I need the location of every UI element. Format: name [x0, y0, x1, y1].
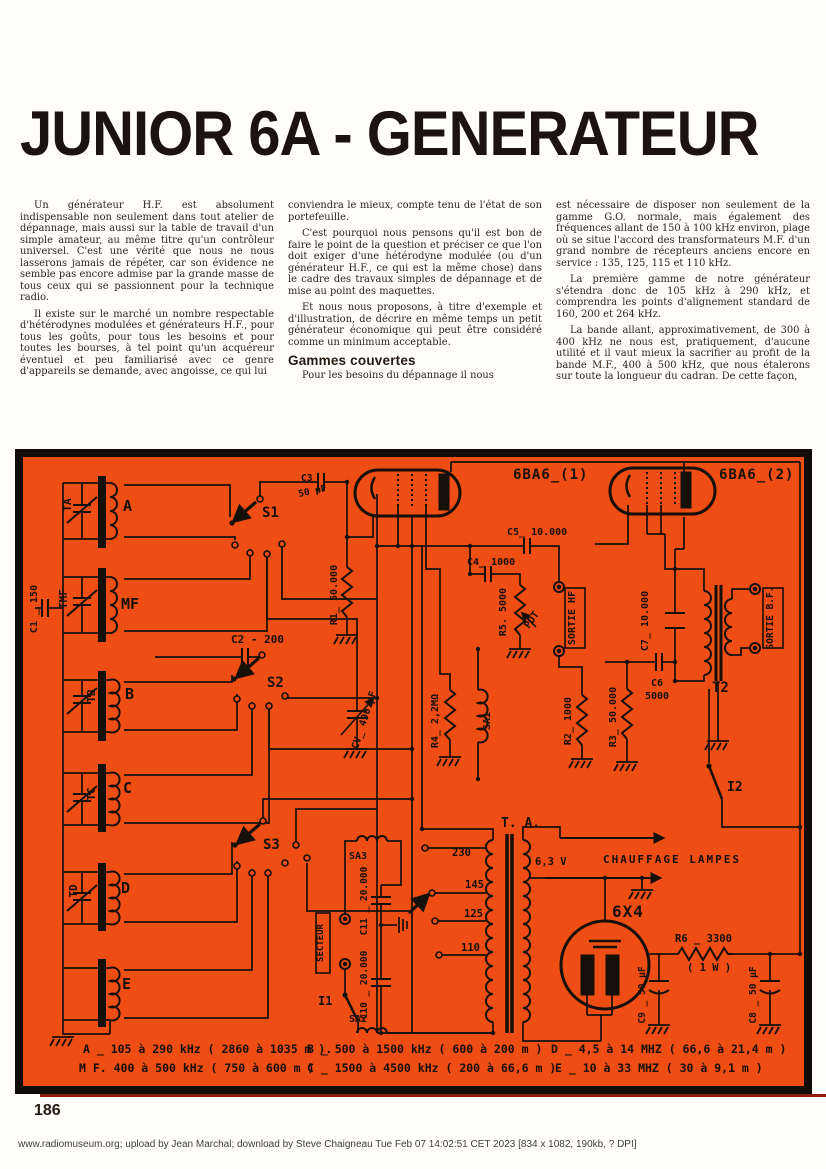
schematic-label: SORTIE B.F.: [765, 586, 776, 650]
schematic-label: C10 _ 20.000: [359, 950, 370, 1020]
schematic-label: S3: [263, 837, 280, 853]
schematic-label: C6: [651, 678, 664, 689]
schematic-label: B _ 500 à 1500 kHz ( 600 à 200 m ): [307, 1042, 543, 1056]
schematic-label: I1: [318, 994, 333, 1008]
schematic-label: R1_ 50.000: [329, 564, 340, 626]
paragraph: Il existe sur le marché un nombre respectable d'hétérodynes modulées et générateurs H.F., pour tous les goûts, pour tous les besoins et pour toutes les bourses, à tel point qu'un acquéreur éventuel et peu familiarisé avec ce genre d'appareils se demande, avec angoisse, ce qui lui: [20, 308, 274, 377]
schematic-label: E: [122, 975, 132, 993]
schematic-label: A: [123, 497, 133, 515]
schematic-label: SORTIE HF: [567, 590, 578, 646]
schematic-label: TD: [67, 884, 80, 898]
schematic-label: TB: [85, 689, 98, 703]
circuit-schematic: [15, 449, 812, 1094]
article-column-1: [20, 200, 274, 388]
schematic-label: S1: [262, 505, 279, 521]
schematic-figure: [15, 449, 812, 1094]
schematic-label: SA3: [349, 851, 368, 862]
schematic-label: R6 _ 3300: [675, 933, 732, 945]
schematic-label: C1 _ 150: [29, 584, 40, 634]
schematic-label: CHAUFFAGE LAMPES: [603, 853, 741, 866]
schematic-label: C9 _ 50 µF: [637, 966, 648, 1024]
schematic-label: 50 pF: [297, 483, 328, 500]
schematic-label: CV_ 490 pF: [350, 689, 380, 751]
schematic-label: ( 1 W ): [687, 962, 732, 974]
schematic-label: 145: [465, 879, 484, 891]
scan-edge-line: [40, 1094, 826, 1097]
paragraph: Un générateur H.F. est absolument indispensable non seulement dans tout atelier de dépannage, mais aussi sur la table de travail d'un simple amateur, au même titre qu'un contrôleur universel. C'est une vérité que nous ne nous lasserons jamais de répéter, car son évidence ne semble pas encore admise par la grande masse de tous ceux qui se passionnent pour la technique radio.: [20, 200, 274, 303]
schematic-label: C5_ 10.000: [507, 527, 568, 538]
page-title: JUNIOR 6A - GENERATEUR: [20, 99, 759, 170]
paragraph: Pour les besoins du dépannage il nous: [302, 369, 494, 381]
paragraph: Et nous nous proposons, à titre d'exemple et d'illustration, de décrire en même temps un petit générateur économique qui peut être considéré comme un minimum acceptable.: [288, 302, 542, 348]
paragraph: conviendra le mieux, compte tenu de l'état de son portefeuille.: [288, 200, 542, 223]
schematic-label: R2_ 1000: [563, 696, 574, 746]
schematic-label: M F. 400 à 500 kHz ( 750 à 600 m ): [79, 1061, 315, 1075]
article-column-2: [288, 200, 542, 388]
schematic-label: 6X4: [612, 902, 644, 921]
schematic-label: T2: [712, 680, 729, 696]
schematic-label: C7_ 10.000: [640, 590, 651, 652]
schematic-label: D _ 4,5 à 14 MHZ ( 66,6 à 21,4 m ): [551, 1042, 787, 1056]
scan-footer-text: www.radiomuseum.org; upload by Jean Marchal; download by Steve Chaigneau Tue Feb 07 14:02:51 CET 2023 [834 x 1082, 190kb, ? DPI]: [18, 1139, 637, 1150]
schematic-label: C4_ 1000: [467, 557, 516, 568]
schematic-label: R3_ 50.000: [608, 686, 619, 748]
paragraph: C'est pourquoi nous pensons qu'il est bon de faire le point de la question et préciser ce que l'on doit exiger d'une hétérodyne modulée (ou d'un générateur H.F., ce qui est la même chose) dans le cadre des travaux simples de dépannage et de mise au point des maquettes.: [288, 228, 542, 297]
schematic-label: 6,3 V: [535, 856, 567, 868]
schematic-label: R4_ 2,2MΩ: [430, 693, 441, 749]
schematic-label: S2: [267, 675, 284, 691]
schematic-label: 110: [461, 942, 480, 954]
schematic-label: E _ 10 à 33 MHZ ( 30 à 9,1 m ): [555, 1061, 763, 1075]
schematic-label: I2: [727, 780, 743, 795]
schematic-label: R5. 5000: [498, 587, 509, 637]
schematic-label: 6BA6_(2): [719, 467, 795, 483]
schematic-label: B: [125, 685, 135, 703]
schematic-label: C11 _ 20.000: [359, 866, 370, 936]
schematic-label: TC: [85, 787, 98, 801]
schematic-label: C3: [301, 473, 313, 484]
schematic-label: T. A.: [501, 816, 541, 831]
schematic-label: 125: [464, 908, 483, 920]
schematic-label: SA1: [482, 711, 493, 731]
article-columns: [20, 200, 810, 388]
paragraph: La première gamme de notre générateur s'étendra donc de 105 kHz à 290 kHz, et comprendra les points d'alignement standard de 160, 200 et 264 kHz.: [556, 274, 810, 320]
schematic-label: TA: [61, 498, 74, 512]
schematic-label: SA2: [349, 1014, 368, 1025]
page-number: 186: [34, 1102, 61, 1119]
section-heading: Gammes couvertes: [288, 353, 416, 368]
schematic-label: 6BA6_(1): [513, 467, 589, 483]
schematic-label: MF: [121, 595, 140, 613]
schematic-label: C _ 1500 à 4500 kHz ( 200 à 66,6 m ): [307, 1061, 557, 1075]
schematic-label: C8 _ 50 µF: [748, 966, 759, 1024]
schematic-label: D: [121, 879, 131, 897]
schematic-label: TMF: [57, 589, 70, 609]
paragraph: La bande allant, approximativement, de 300 à 400 kHz ne nous est, pratiquement, d'aucune utilité et il vaut mieux la sacrifier au profit de la bande M.F., 400 à 500 kHz, que nous étalerons sur toute la longueur du cadran. De cette façon,: [556, 325, 810, 382]
schematic-label: SECTEUR: [316, 924, 326, 962]
article-column-3: [556, 200, 810, 388]
schematic-label: 230: [452, 847, 471, 859]
paragraph: est nécessaire de disposer non seulement de la gamme G.O. normale, mais également des fréquences allant de 150 à 100 kHz environ, plage où se situe l'accord des transformateurs M.F. d'un grand nombre de récepteurs anciens encore en service : 135, 125, 115 et 110 kHz.: [556, 200, 810, 269]
schematic-label: 5000: [645, 691, 670, 702]
schematic-label: A _ 105 à 290 kHz ( 2860 à 1035 m ).: [83, 1042, 333, 1056]
schematic-label: C2 - 200: [231, 633, 284, 646]
schematic-label: C: [123, 779, 133, 797]
schematic-label: POT: [522, 609, 542, 631]
